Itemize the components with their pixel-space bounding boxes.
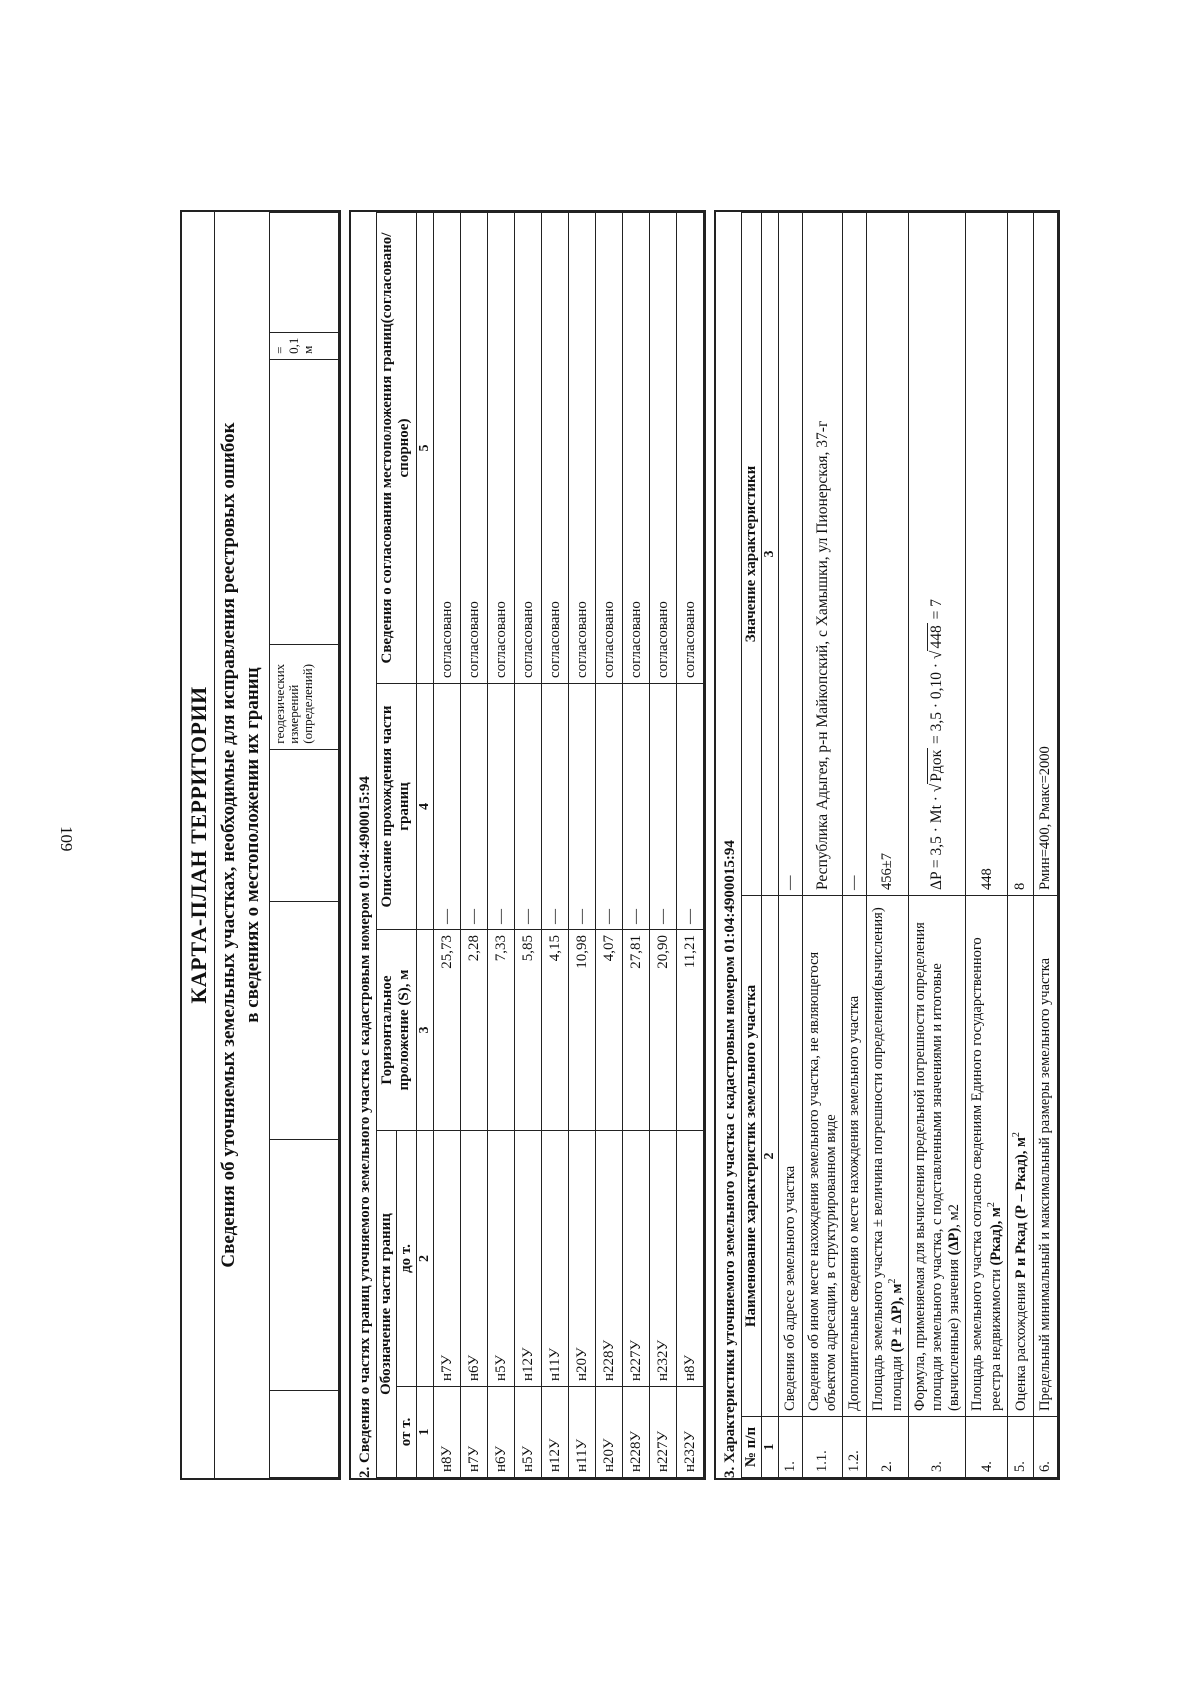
agreement-value: согласовано <box>461 213 488 684</box>
column-number: 1 <box>762 1417 779 1478</box>
description-value: — <box>677 684 704 930</box>
from-point: н12У <box>542 1387 569 1478</box>
description-value: — <box>596 684 623 930</box>
column-number: 2 <box>762 896 779 1417</box>
from-point: н228У <box>623 1387 650 1478</box>
table-row <box>569 213 596 1478</box>
to-point: н228У <box>596 1131 623 1387</box>
section-3-title: 3. Характеристики уточняемого земельного участка с кадастровым номером 01:04:4900015:94 <box>722 840 739 1478</box>
description-value: — <box>515 684 542 930</box>
formula-part: = 7 <box>928 599 946 624</box>
description-value: — <box>650 684 677 930</box>
to-header: до т. <box>396 1131 416 1387</box>
band-cell <box>269 1139 338 1391</box>
to-point: н11У <box>542 1131 569 1387</box>
description-value: — <box>461 684 488 930</box>
superscript: 2 <box>886 1278 898 1284</box>
characteristic-name: Предельный минимальный и максимальный размеры земельного участка <box>1033 896 1057 1417</box>
from-point: н11У <box>569 1387 596 1478</box>
agreement-value: согласовано <box>542 213 569 684</box>
band-accuracy: = 0,1 м <box>269 332 338 359</box>
characteristic-name <box>1008 896 1034 1417</box>
table-row <box>867 213 909 1478</box>
form-subtitle <box>214 212 269 1478</box>
row-number: 1.1. <box>803 1417 843 1478</box>
characteristic-value: — <box>843 213 867 896</box>
table-row <box>843 213 867 1478</box>
table-row <box>966 213 1008 1478</box>
sqrt-sign: √ <box>928 650 946 660</box>
header-band <box>269 212 339 1478</box>
band-cell <box>269 1391 338 1478</box>
agreement-value: согласовано <box>569 213 596 684</box>
table-row <box>677 213 704 1478</box>
characteristic-value: 456±7 <box>867 213 909 896</box>
name-text: , м2 <box>945 1204 962 1228</box>
value-header: Значение характеристики <box>742 213 762 896</box>
from-point: н8У <box>434 1387 461 1478</box>
agreement-value: согласовано <box>488 213 515 684</box>
characteristic-name <box>909 896 966 1417</box>
table-row <box>803 213 843 1478</box>
formula-part: = 3,5 · 0,10 · <box>928 659 946 748</box>
distance-value: 10,98 <box>569 930 596 1131</box>
row-number: 1. <box>779 1417 803 1478</box>
distance-value: 4,15 <box>542 930 569 1131</box>
row-number: 3. <box>909 1417 966 1478</box>
description-value: — <box>623 684 650 930</box>
characteristic-value: Республика Адыгея, р-н Майкопский, с Хамышки, ул Пионерская, 37-г <box>803 213 843 896</box>
num-header: № п/п <box>742 1417 762 1478</box>
agreement-value: согласовано <box>515 213 542 684</box>
characteristic-name: Дополнительные сведения о месте нахождения земельного участка <box>843 896 867 1417</box>
from-point: н232У <box>677 1387 704 1478</box>
survey-form <box>180 210 1200 1480</box>
table-row <box>1033 213 1057 1478</box>
superscript: 2 <box>985 1202 997 1208</box>
agreement-value: согласовано <box>434 213 461 684</box>
from-point: н5У <box>515 1387 542 1478</box>
subtitle-line-2: в сведениях о местоположении их границ <box>241 667 263 1023</box>
subtitle-line-1: Сведения об уточняемых земельных участках, необходимые для исправления реестровых ошибок <box>218 422 239 1268</box>
name-bold: (Ркад), м <box>987 1207 1004 1266</box>
table-row <box>596 213 623 1478</box>
characteristic-name <box>867 896 909 1417</box>
column-number: 3 <box>762 213 779 896</box>
table-row <box>434 213 461 1478</box>
formula-part: ΔP = 3,5 · Mt · <box>928 792 946 890</box>
distance-value: 20,90 <box>650 930 677 1131</box>
name-bold: Р и Ркад (Р – Ркад), м <box>1013 1137 1030 1279</box>
table-row <box>488 213 515 1478</box>
agreement-value: согласовано <box>677 213 704 684</box>
form-title: КАРТА-ПЛАН ТЕРРИТОРИИ <box>186 686 211 1004</box>
row-number: 5. <box>1008 1417 1034 1478</box>
column-number: 2 <box>417 1131 434 1387</box>
section-3 <box>714 210 1060 1480</box>
band-cell <box>269 749 338 902</box>
description-value: — <box>488 684 515 930</box>
page-number: 109 <box>57 826 76 852</box>
column-number: 4 <box>417 684 434 930</box>
characteristics-table <box>741 212 1058 1478</box>
table-row <box>623 213 650 1478</box>
to-point: н12У <box>515 1131 542 1387</box>
characteristic-name <box>966 896 1008 1417</box>
boundary-parts-table <box>376 212 705 1478</box>
description-value: — <box>434 684 461 930</box>
radicand: Pдок <box>928 749 946 782</box>
section-2 <box>349 210 707 1480</box>
column-number: 1 <box>417 1387 434 1478</box>
characteristic-value: 8 <box>1008 213 1034 896</box>
section-2-title: 2. Сведения о частях границ уточняемого земельного участка с кадастровым номером 01:04:4900015:94 <box>356 776 373 1478</box>
radicand: 448 <box>928 625 946 649</box>
table-row <box>515 213 542 1478</box>
name-bold: (ΔР) <box>945 1227 962 1256</box>
distance-value: 4,07 <box>596 930 623 1131</box>
row-number: 4. <box>966 1417 1008 1478</box>
to-point: н6У <box>461 1131 488 1387</box>
band-geodetic: геодезических измерений (определений) <box>269 644 338 749</box>
name-text: Площадь земельного участка согласно сведениям Единого государственного реестра недвижимости <box>969 937 1004 1411</box>
name-text: Оценка расхождения <box>1013 1278 1030 1411</box>
table-row <box>779 213 803 1478</box>
agreement-value: согласовано <box>623 213 650 684</box>
agreement-value: согласовано <box>596 213 623 684</box>
name-bold: (Р ± ΔР), м <box>888 1283 905 1353</box>
name-header: Наименование характеристик земельного участка <box>742 896 762 1417</box>
name-text: Формула, применяемая для вычисления предельной погрешности определения площади земельного участка, с подставленными значениями и итоговые (вычисленные) значения <box>912 922 962 1411</box>
band-cell <box>269 902 338 1140</box>
row-number: 2. <box>867 1417 909 1478</box>
table-row <box>542 213 569 1478</box>
distance-value: 11,21 <box>677 930 704 1131</box>
from-point: н227У <box>650 1387 677 1478</box>
column-number: 3 <box>417 930 434 1131</box>
agreement-header: Сведения о согласовании местоположения границ(согласовано/спорное) <box>376 213 417 684</box>
row-number: 1.2. <box>843 1417 867 1478</box>
characteristic-name: Сведения об ином месте нахождения земельного участка, не являющегося объектом адресации, в структурированном виде <box>803 896 843 1417</box>
row-number: 6. <box>1033 1417 1057 1478</box>
column-number: 5 <box>417 213 434 684</box>
agreement-value: согласовано <box>650 213 677 684</box>
to-point: н7У <box>434 1131 461 1387</box>
table-row <box>1008 213 1034 1478</box>
characteristic-value: Рмин=400, Рмакс=2000 <box>1033 213 1057 896</box>
from-point: н6У <box>488 1387 515 1478</box>
distance-value: 27,81 <box>623 930 650 1131</box>
designation-header: Обозначение части границ <box>376 1131 396 1478</box>
form-header <box>180 210 341 1480</box>
table-row <box>650 213 677 1478</box>
to-point: н232У <box>650 1131 677 1387</box>
to-point: н227У <box>623 1131 650 1387</box>
description-value: — <box>569 684 596 930</box>
band-cell <box>269 213 338 333</box>
to-point: н5У <box>488 1131 515 1387</box>
superscript: 2 <box>1011 1132 1023 1138</box>
to-point: н8У <box>677 1131 704 1387</box>
to-point: н20У <box>569 1131 596 1387</box>
band-cell <box>269 359 338 644</box>
characteristic-value: 448 <box>966 213 1008 896</box>
from-header: от т. <box>396 1387 416 1478</box>
characteristic-name: Сведения об адресе земельного участка <box>779 896 803 1417</box>
from-point: н7У <box>461 1387 488 1478</box>
name-text: Площадь земельного участка ± величина погрешности определения(вычисления) площади <box>870 907 905 1411</box>
formula-value <box>909 213 966 896</box>
distance-value: 5,85 <box>515 930 542 1131</box>
description-header: Описание прохождения части границ <box>376 684 417 930</box>
from-point: н20У <box>596 1387 623 1478</box>
characteristic-value: — <box>779 213 803 896</box>
distance-header: Горизонтальное проложение (S), м <box>376 930 417 1131</box>
table-row <box>461 213 488 1478</box>
distance-value: 7,33 <box>488 930 515 1131</box>
sqrt-sign: √ <box>928 783 946 793</box>
distance-value: 25,73 <box>434 930 461 1131</box>
distance-value: 2,28 <box>461 930 488 1131</box>
description-value: — <box>542 684 569 930</box>
table-row <box>909 213 966 1478</box>
